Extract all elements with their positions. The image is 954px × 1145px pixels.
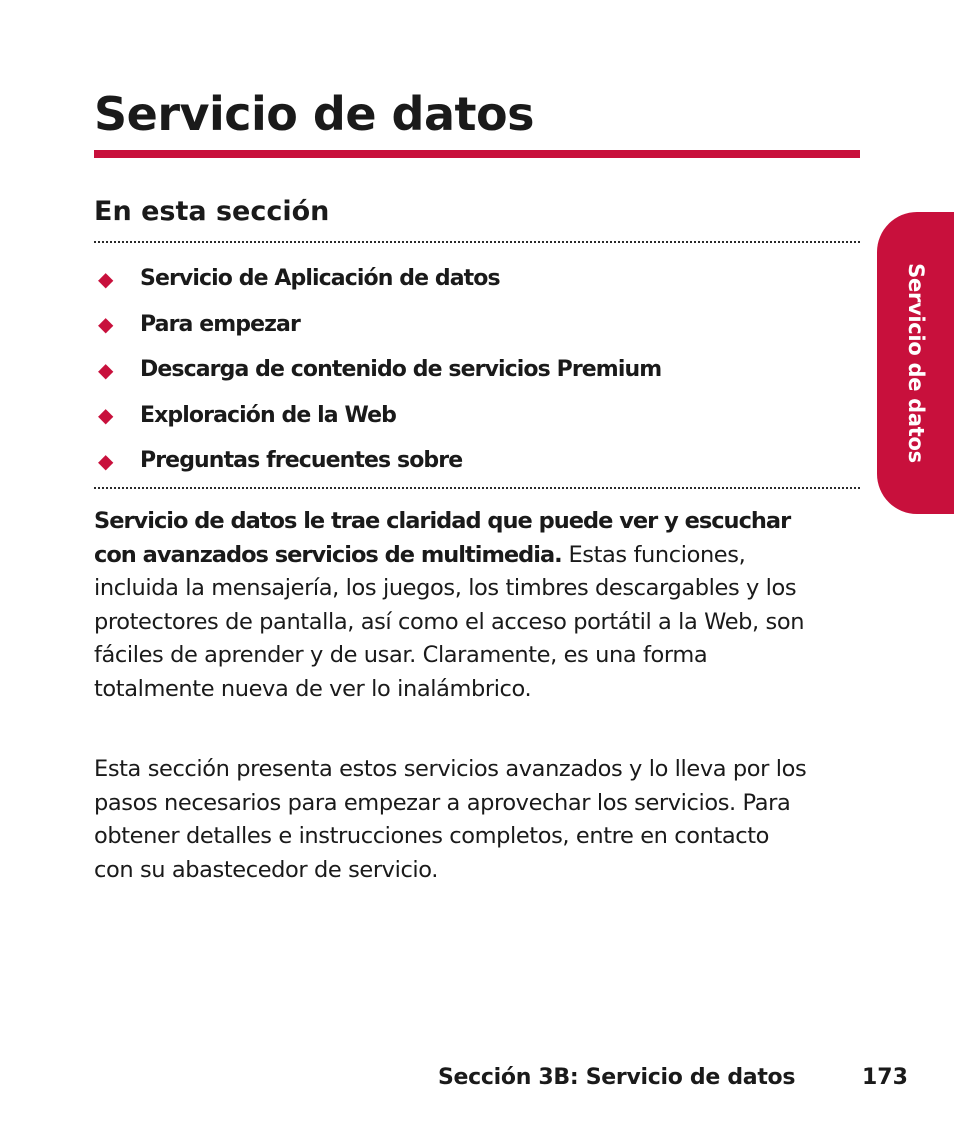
list-item-label: Preguntas frecuentes sobre <box>140 448 463 474</box>
list-item-label: Descarga de contenido de servicios Premium <box>140 357 662 383</box>
title-rule <box>94 150 860 158</box>
toc-top-divider <box>94 241 860 243</box>
diamond-icon: ◆ <box>98 403 114 428</box>
list-item <box>94 256 661 302</box>
list-item <box>94 302 661 348</box>
list-item-label: Para empezar <box>140 311 300 337</box>
intro-paragraph <box>94 505 814 706</box>
section-side-tab <box>877 212 954 514</box>
toc-bottom-divider <box>94 487 860 489</box>
diamond-icon: ◆ <box>98 448 114 473</box>
list-item <box>94 438 661 484</box>
overview-paragraph: Esta sección presenta estos servicios avanzados y lo lleva por los pasos necesarios para empezar a aprovechar los servicios. Para obtener detalles e instrucciones completos, entre en contacto con su abastecedor de servicio. <box>94 756 807 883</box>
side-tab-label: Servicio de datos <box>903 263 928 463</box>
intro-lead: Servicio de datos le trae claridad que puede ver y escuchar con avanzados servicios de multimedia. <box>94 508 791 568</box>
diamond-icon: ◆ <box>98 357 114 382</box>
list-item-label: Servicio de Aplicación de datos <box>140 266 500 292</box>
list-item-label: Exploración de la Web <box>140 402 396 428</box>
list-item <box>94 347 661 393</box>
section-heading: En esta sección <box>94 196 330 227</box>
diamond-icon: ◆ <box>98 266 114 291</box>
page-title: Servicio de datos <box>94 87 534 141</box>
diamond-icon: ◆ <box>98 312 114 337</box>
footer-section-title: Sección 3B: Servicio de datos <box>438 1065 796 1090</box>
intro-text: Estas funciones, incluida la mensajería, los juegos, los timbres descargables y los protectores de pantalla, así como el acceso portátil a la Web, son fáciles de aprender y de usar. Claramente, es una forma totalmente nueva de ver lo inalámbrico. <box>94 541 805 702</box>
page-number: 173 <box>862 1065 908 1090</box>
list-item <box>94 393 661 439</box>
section-contents-list <box>94 256 661 484</box>
